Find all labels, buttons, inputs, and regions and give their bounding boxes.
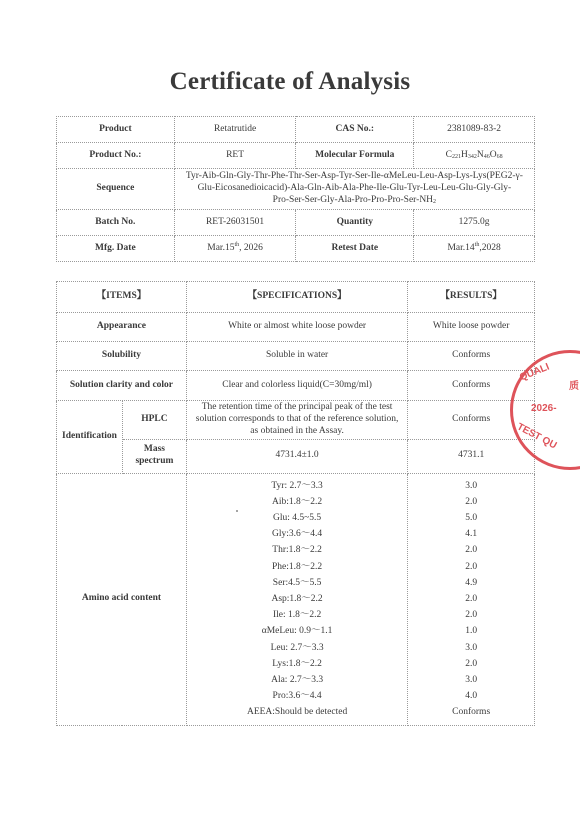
amino-acid-result: 4.0 xyxy=(465,691,478,702)
product-value: Retatrutide xyxy=(174,117,296,143)
solubility-label: Solubility xyxy=(57,342,187,371)
amino-acid-spec: Phe:1.8～2.2 xyxy=(272,561,323,572)
appearance-spec: White or almost white loose powder xyxy=(186,313,407,342)
solubility-spec: Soluble in water xyxy=(186,342,407,371)
amino-acid-result: 2.0 xyxy=(465,496,478,507)
sequence-label: Sequence xyxy=(57,169,175,210)
product-label: Product xyxy=(57,117,175,143)
mass-spectrum-spec: 4731.4±1.0 xyxy=(186,439,407,473)
clarity-result: Conforms xyxy=(408,371,535,401)
mfg-date-value: Mar.15th, 2026 xyxy=(174,236,296,262)
amino-acid-spec: Leu: 2.7～3.3 xyxy=(270,642,324,653)
amino-acid-result: 2.0 xyxy=(465,594,478,605)
amino-acid-spec: Glu: 4.5~5.5 xyxy=(273,513,322,524)
quantity-value: 1275.0g xyxy=(414,210,535,236)
product-no-label: Product No.: xyxy=(57,143,175,169)
stamp-text-top: QUALI xyxy=(518,361,552,384)
batch-label: Batch No. xyxy=(57,210,175,236)
amino-acid-result: 4.9 xyxy=(465,577,478,588)
formula-value: C221H342N46O68 xyxy=(414,143,535,169)
amino-acid-result: 1.0 xyxy=(465,626,478,637)
product-no-value: RET xyxy=(174,143,296,169)
stamp-text-bottom: TEST QU xyxy=(514,421,559,452)
amino-acid-result: 3.0 xyxy=(465,642,478,653)
specifications-table xyxy=(56,281,535,726)
document-title: Certificate of Analysis xyxy=(169,68,411,95)
identification-label: Identification xyxy=(57,401,123,474)
amino-acid-spec: Thr:1.8～2.2 xyxy=(272,545,322,556)
hplc-spec: The retention time of the principal peak of the test solution corresponds to that of the reference solution, as obtained in the Assay. xyxy=(186,401,407,440)
amino-acid-result: 5.0 xyxy=(465,513,478,524)
clarity-spec: Clear and colorless liquid(C=30mg/ml) xyxy=(186,371,407,401)
amino-acid-result: 2.0 xyxy=(465,561,478,572)
amino-acid-result: 2.0 xyxy=(465,658,478,669)
speck-mark xyxy=(236,510,238,512)
cas-label: CAS No.: xyxy=(296,117,414,143)
amino-acid-result: 4.1 xyxy=(465,529,478,540)
specifications-header: 【SPECIFICATIONS】 xyxy=(186,282,407,313)
amino-acid-spec: Lys:1.8～2.2 xyxy=(272,658,322,669)
amino-acid-spec: Asp:1.8～2.2 xyxy=(271,594,323,605)
formula-label: Molecular Formula xyxy=(296,143,414,169)
amino-acid-result: 3.0 xyxy=(465,674,478,685)
retest-date-label: Retest Date xyxy=(296,236,414,262)
amino-acid-spec: αMeLeu: 0.9～1.1 xyxy=(261,626,333,637)
amino-acid-specs xyxy=(186,473,407,725)
amino-acid-result: 2.0 xyxy=(465,545,478,556)
product-info-table xyxy=(56,116,535,262)
appearance-result: White loose powder xyxy=(408,313,535,342)
amino-acid-spec: Pro:3.6～4.4 xyxy=(272,691,322,702)
amino-acid-result: 2.0 xyxy=(465,610,478,621)
hplc-label: HPLC xyxy=(122,401,186,440)
hplc-result: Conforms xyxy=(408,401,535,440)
amino-acid-spec: Aib:1.8～2.2 xyxy=(272,496,323,507)
mass-spectrum-result: 4731.1 xyxy=(408,439,535,473)
amino-acid-spec: AEEA:Should be detected xyxy=(246,707,348,718)
stamp-text-char: 质 xyxy=(569,381,579,392)
mass-spectrum-label: Mass spectrum xyxy=(122,439,186,473)
amino-acid-spec: Ile: 1.8～2.2 xyxy=(272,610,322,621)
amino-acid-result: 3.0 xyxy=(465,480,478,491)
items-header: 【ITEMS】 xyxy=(57,282,187,313)
mfg-date-label: Mfg. Date xyxy=(57,236,175,262)
amino-acid-spec: Ser:4.5～5.5 xyxy=(272,577,322,588)
sequence-value: Tyr-Aib-Gln-Gly-Thr-Phe-Thr-Ser-Asp-Tyr-Ser-Ile-αMeLeu-Leu-Asp-Lys-Lys(PEG2-γ- Glu-Eicosanedioicacid)-Ala-Gln-Aib-Ala-Phe-Ile-Glu-Tyr-Leu-Leu-Glu-Gly-Gly- Pro-Ser-Ser-Gly-Ala-Pro-Pro-Pro-Ser-NH2 xyxy=(174,169,534,210)
amino-acid-spec: Ala: 2.7～3.3 xyxy=(271,674,324,685)
amino-acid-spec: Gly:3.6～4.4 xyxy=(272,529,323,540)
clarity-label: Solution clarity and color xyxy=(57,371,187,401)
appearance-label: Appearance xyxy=(57,313,187,342)
quantity-label: Quantity xyxy=(296,210,414,236)
solubility-result: Conforms xyxy=(408,342,535,371)
cas-value: 2381089-83-2 xyxy=(414,117,535,143)
amino-acid-results xyxy=(408,473,535,725)
retest-date-value: Mar.14th,2028 xyxy=(414,236,535,262)
stamp-text-date: 2026- xyxy=(531,403,557,414)
results-header: 【RESULTS】 xyxy=(408,282,535,313)
amino-acid-spec: Tyr: 2.7～3.3 xyxy=(271,480,323,491)
batch-value: RET-26031501 xyxy=(174,210,296,236)
amino-acid-label: Amino acid content xyxy=(57,473,187,725)
amino-acid-result: Conforms xyxy=(452,707,491,718)
